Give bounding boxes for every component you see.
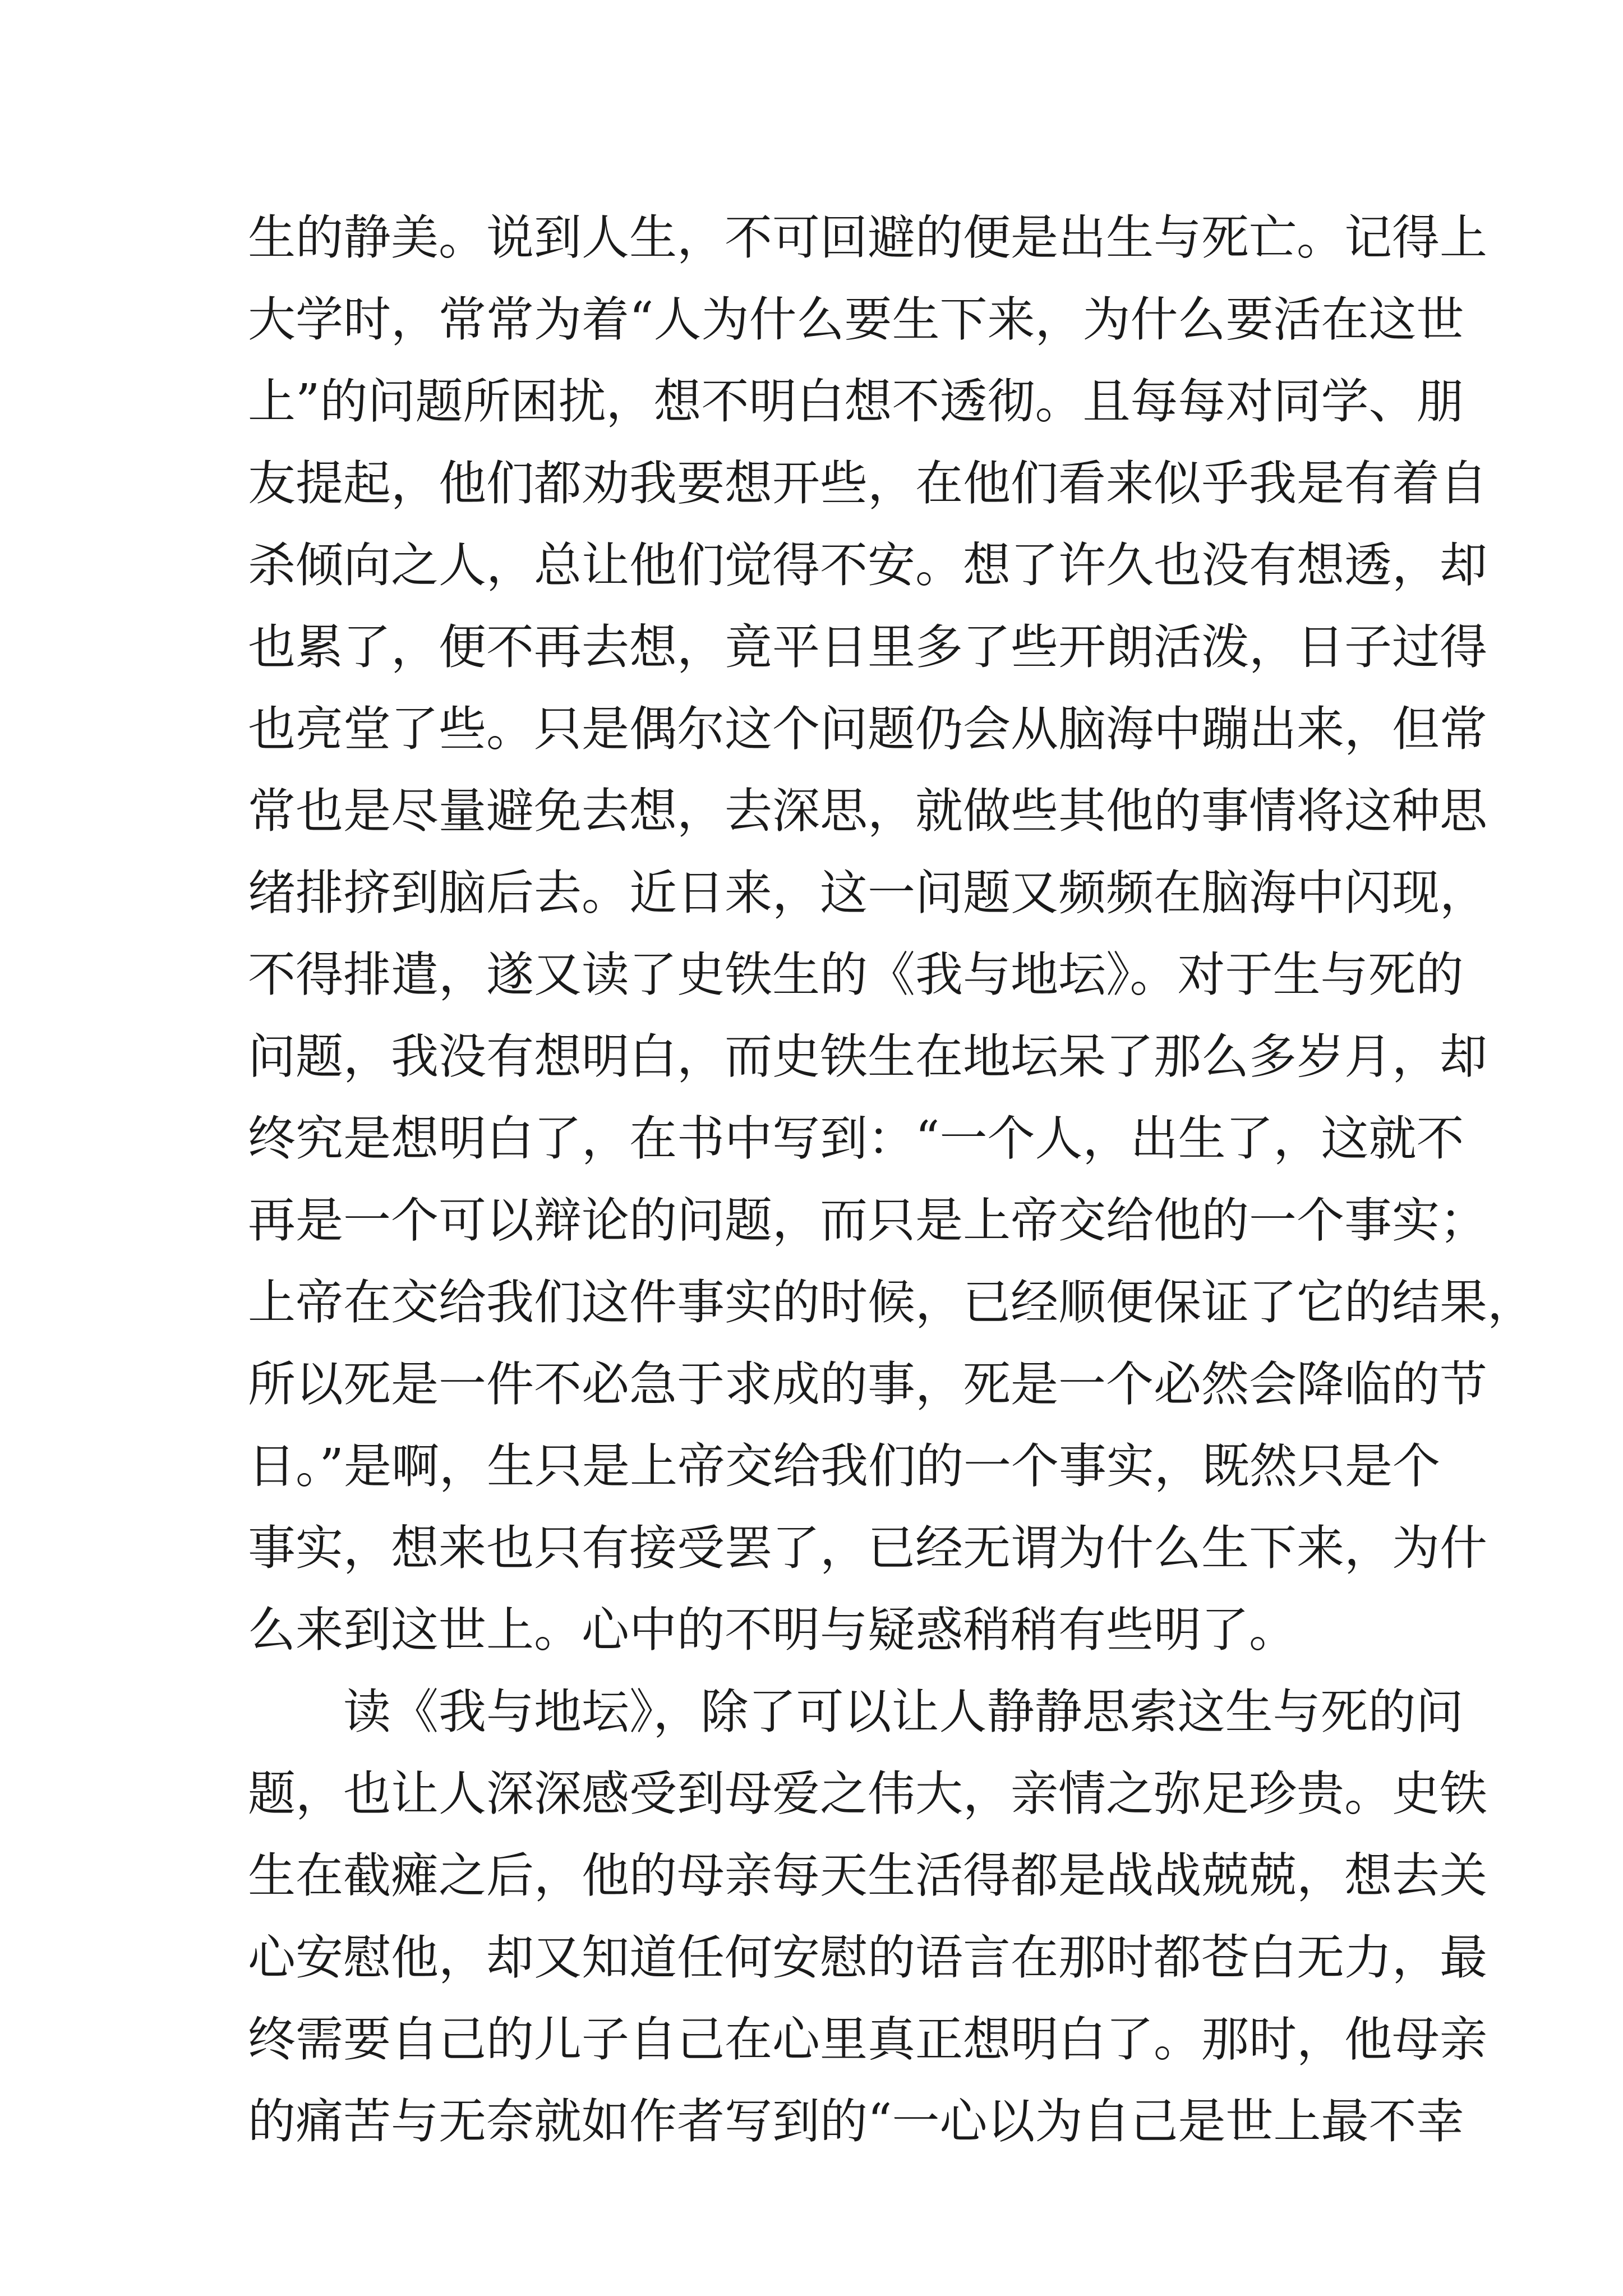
- text-line: 终需要自己的儿子自己在心里真正想明白了。那时，他母亲: [248, 2012, 1488, 2068]
- text-line: 不得排遣，遂又读了史铁生的《我与地坛》。对于生与死的: [248, 947, 1464, 1003]
- text-line: 上”的问题所困扰，想不明白想不透彻。且每每对同学、朋: [248, 374, 1464, 430]
- text-line: 生在截瘫之后，他的母亲每天生活得都是战战兢兢，想去关: [248, 1848, 1488, 1904]
- text-line: 心安慰他，却又知道任何安慰的语言在那时都苍白无力，最: [248, 1930, 1488, 1986]
- text-line: 日。”是啊，生只是上帝交给我们的一个事实，既然只是个: [248, 1439, 1440, 1494]
- text-line: 么来到这世上。心中的不明与疑惑稍稍有些明了。: [248, 1603, 1297, 1658]
- text-line: 读《我与地坛》，除了可以让人静静思索这生与死的问: [343, 1685, 1464, 1740]
- text-line: 问题，我没有想明白，而史铁生在地坛呆了那么多岁月，却: [248, 1029, 1488, 1085]
- text-line: 杀倾向之人，总让他们觉得不安。想了许久也没有想透，却: [248, 538, 1488, 593]
- body-text: [248, 197, 1536, 2163]
- text-line: 所以死是一件不必急于求成的事，死是一个必然会降临的节: [248, 1357, 1488, 1412]
- text-line: 绪排挤到脑后去。近日来，这一问题又频频在脑海中闪现，: [248, 866, 1488, 921]
- text-line: 终究是想明白了，在书中写到：“一个人，出生了，这就不: [248, 1111, 1464, 1167]
- text-line: 常也是尽量避免去想，去深思，就做些其他的事情将这种思: [248, 784, 1488, 839]
- text-line: 上帝在交给我们这件事实的时候，已经顺便保证了它的结果，: [248, 1275, 1536, 1331]
- paragraph-1: [248, 197, 1536, 1672]
- text-line: 生的静美。说到人生，不可回避的便是出生与死亡。记得上: [248, 210, 1488, 266]
- text-line: 题，也让人深深感受到母爱之伟大，亲情之弥足珍贵。史铁: [248, 1766, 1488, 1822]
- paragraph-2: [248, 1672, 1488, 2163]
- text-line: 也亮堂了些。只是偶尔这个问题仍会从脑海中蹦出来，但常: [248, 702, 1488, 757]
- text-line: 的痛苦与无奈就如作者写到的“一心以为自己是世上最不幸: [248, 2094, 1464, 2150]
- text-line: 再是一个可以辩论的问题，而只是上帝交给他的一个事实；: [248, 1193, 1488, 1249]
- text-line: 也累了，便不再去想，竟平日里多了些开朗活泼，日子过得: [248, 620, 1488, 675]
- text-line: 大学时，常常为着“人为什么要生下来，为什么要活在这世: [248, 292, 1464, 348]
- text-line: 友提起，他们都劝我要想开些，在他们看来似乎我是有着自: [248, 456, 1488, 512]
- text-line: 事实，想来也只有接受罢了，已经无谓为什么生下来，为什: [248, 1521, 1488, 1576]
